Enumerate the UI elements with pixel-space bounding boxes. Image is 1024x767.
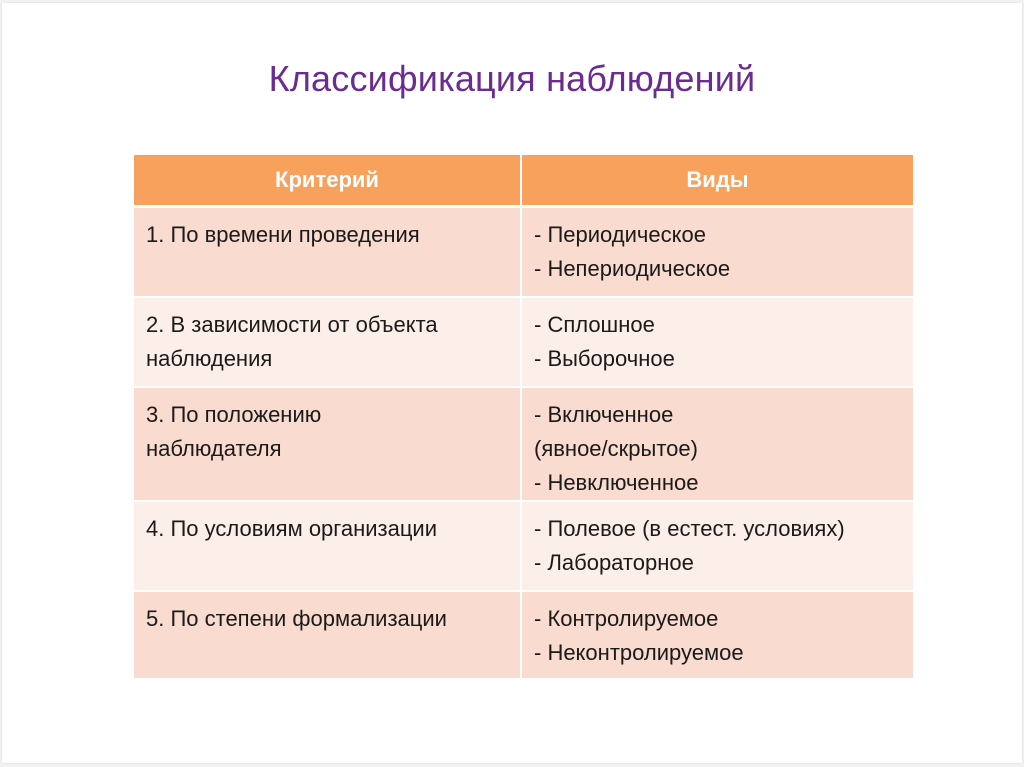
types-cell bbox=[522, 592, 913, 680]
type-item: - Полевое (в естест. условиях) bbox=[534, 516, 845, 541]
table-header-row bbox=[134, 155, 913, 208]
types-cell bbox=[522, 388, 913, 502]
criterion-line: 5. По степени формализации bbox=[146, 606, 447, 631]
type-item: - Включенное bbox=[534, 402, 674, 427]
criterion-line: 3. По положению bbox=[146, 402, 322, 427]
table-row bbox=[134, 502, 913, 592]
table-row bbox=[134, 388, 913, 502]
table-row bbox=[134, 208, 913, 298]
table-row bbox=[134, 592, 913, 680]
classification-table bbox=[134, 155, 913, 680]
criterion-cell bbox=[134, 592, 522, 680]
types-cell bbox=[522, 208, 913, 298]
type-item: - Выборочное bbox=[534, 346, 675, 371]
type-item: - Невключенное bbox=[534, 470, 699, 495]
header-types: Виды bbox=[522, 155, 913, 208]
type-item: - Неконтролируемое bbox=[534, 640, 744, 665]
type-item: (явное/скрытое) bbox=[534, 436, 698, 461]
criterion-cell bbox=[134, 388, 522, 502]
criterion-line: 4. По условиям организации bbox=[146, 516, 438, 541]
criterion-line: 1. По времени проведения bbox=[146, 222, 420, 247]
type-item: - Лабораторное bbox=[534, 550, 694, 575]
criterion-cell bbox=[134, 208, 522, 298]
criterion-cell bbox=[134, 502, 522, 592]
type-item: - Сплошное bbox=[534, 312, 655, 337]
types-cell bbox=[522, 502, 913, 592]
header-criterion: Критерий bbox=[134, 155, 522, 208]
criterion-line: наблюдателя bbox=[146, 436, 282, 461]
type-item: - Контролируемое bbox=[534, 606, 719, 631]
type-item: - Непериодическое bbox=[534, 256, 731, 281]
criterion-line: наблюдения bbox=[146, 346, 273, 371]
types-cell bbox=[522, 298, 913, 388]
type-item: - Периодическое bbox=[534, 222, 706, 247]
criterion-cell bbox=[134, 298, 522, 388]
table-row bbox=[134, 298, 913, 388]
criterion-line: 2. В зависимости от объекта bbox=[146, 312, 438, 337]
slide-title: Классификация наблюдений bbox=[268, 58, 756, 99]
